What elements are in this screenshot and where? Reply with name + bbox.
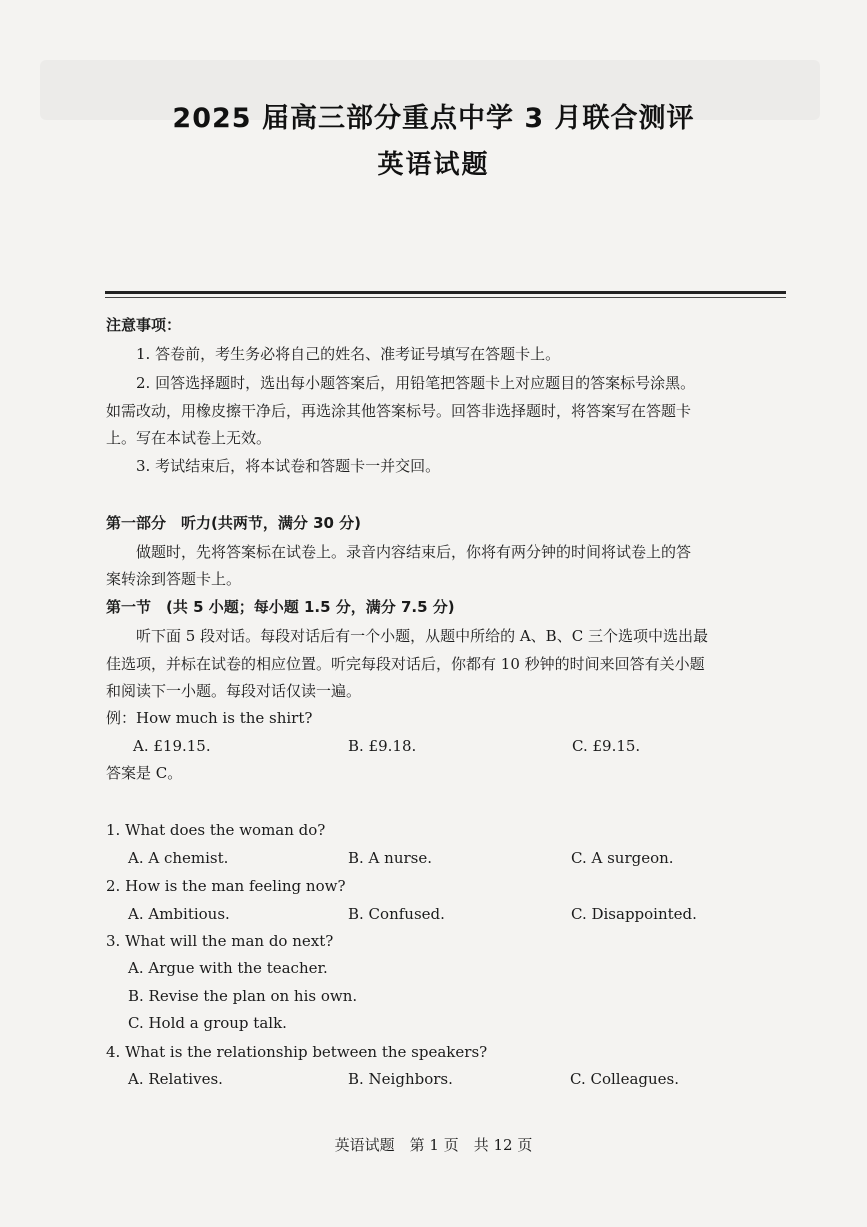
section1-line-3: 和阅读下一小题。每段对话仅读一遍。 <box>106 682 362 700</box>
notice-item-2-line-3: 上。写在本试卷上无效。 <box>106 429 272 447</box>
notice-item-1: 1. 答卷前，考生务必将自己的姓名、准考证号填写在答题卡上。 <box>136 345 561 363</box>
question-2-option-c: C. Disappointed. <box>571 905 697 923</box>
section1-heading: 第一节 (共 5 小题；每小题 1.5 分，满分 7.5 分) <box>106 598 455 616</box>
exam-subtitle: 英语试题 <box>377 150 490 180</box>
question-2-option-b: B. Confused. <box>348 905 445 923</box>
question-4: 4. What is the relationship between the speakers? <box>106 1043 488 1061</box>
notice-item-2-line-2: 如需改动，用橡皮擦干净后，再选涂其他答案标号。回答非选择题时，将答案写在答题卡 <box>106 402 692 420</box>
divider-thick <box>105 291 786 294</box>
question-4-option-b: B. Neighbors. <box>348 1070 453 1088</box>
divider-thin <box>105 297 786 298</box>
question-2-option-a: A. Ambitious. <box>128 905 230 923</box>
question-1-option-a: A. A chemist. <box>128 849 229 867</box>
notice-item-3: 3. 考试结束后，将本试卷和答题卡一并交回。 <box>136 457 441 475</box>
example-question: 例：How much is the shirt? <box>106 709 313 727</box>
question-4-option-a: A. Relatives. <box>128 1070 223 1088</box>
question-2: 2. How is the man feeling now? <box>106 877 346 895</box>
question-1-option-c: C. A surgeon. <box>571 849 674 867</box>
question-1: 1. What does the woman do? <box>106 821 326 839</box>
question-4-option-c: C. Colleagues. <box>570 1070 680 1088</box>
section1-line-1: 听下面 5 段对话。每段对话后有一个小题，从题中所给的 A、B、C 三个选项中选出最 <box>136 627 708 645</box>
section1-line-2: 佳选项，并标在试卷的相应位置。听完每段对话后，你都有 10 秒钟的时间来回答有关小题 <box>106 655 705 673</box>
question-3-option-b: B. Revise the plan on his own. <box>128 987 358 1005</box>
part1-intro-line-2: 案转涂到答题卡上。 <box>106 570 242 588</box>
example-option-b: B. £9.18. <box>348 737 417 755</box>
question-3-option-a: A. Argue with the teacher. <box>128 959 328 977</box>
notice-item-2-line-1: 2. 回答选择题时，选出每小题答案后，用铅笔把答题卡上对应题目的答案标号涂黑。 <box>136 374 696 392</box>
question-1-option-b: B. A nurse. <box>348 849 432 867</box>
notice-heading: 注意事项： <box>106 316 182 334</box>
exam-title: 2025 届高三部分重点中学 3 月联合测评 <box>172 103 695 134</box>
example-option-a: A. £19.15. <box>133 737 211 755</box>
part1-intro-line-1: 做题时，先将答案标在试卷上。录音内容结束后，你将有两分钟的时间将试卷上的答 <box>136 543 692 561</box>
part1-heading: 第一部分 听力(共两节，满分 30 分) <box>106 514 362 532</box>
example-answer: 答案是 C。 <box>106 764 183 782</box>
question-3-option-c: C. Hold a group talk. <box>128 1014 287 1032</box>
example-option-c: C. £9.15. <box>572 737 641 755</box>
question-3: 3. What will the man do next? <box>106 932 334 950</box>
page-footer: 英语试题 第 1 页 共 12 页 <box>334 1136 533 1154</box>
